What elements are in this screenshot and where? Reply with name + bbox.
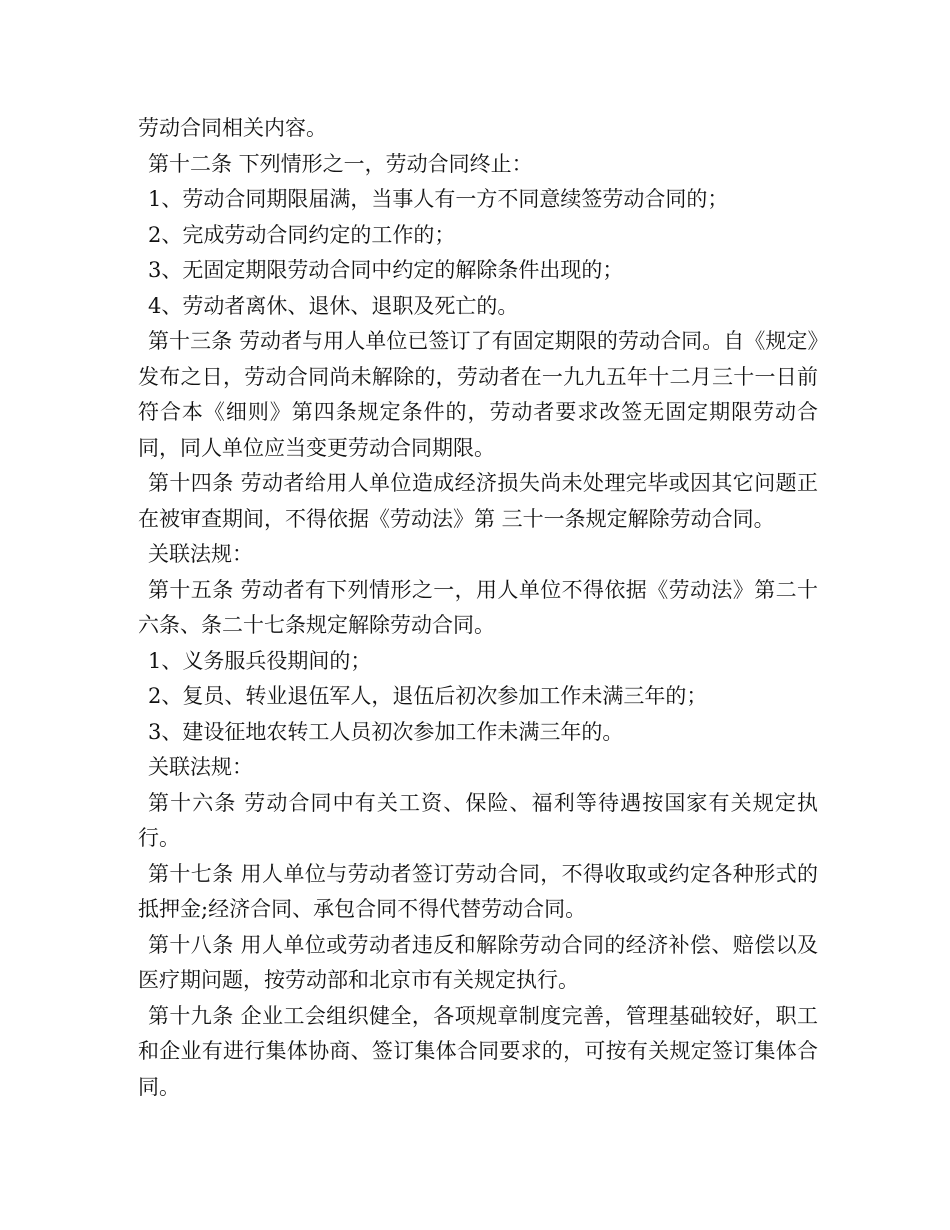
related-regulations-label: 关联法规： [148, 542, 253, 566]
list-item: 2、复员、转业退伍军人，退伍后初次参加工作未满三年的； [148, 684, 708, 708]
list-item: 4、劳动者离休、退休、退职及死亡的。 [148, 293, 519, 318]
paragraph-article-13: 第十三条 劳动者与用人单位已签订了有固定期限的劳动合同。自《规定》发布之日，劳动合同尚未解除的，劳动者在一九九五年十二月三十一日前符合本《细则》第四条规定条件的，劳动者要求改签无固定期限劳动合同，同人单位应当变更劳动合同期限。 [138, 329, 818, 460]
paragraph-article-16: 第十六条 劳动合同中有关工资、保险、福利等待遇按国家有关规定执行。 [138, 790, 818, 850]
paragraph-article-15: 第十五条 劳动者有下列情形之一，用人单位不得依据《劳动法》第二十六条、条二十七条规定解除劳动合同。 [138, 577, 818, 637]
paragraph-article-18: 第十八条 用人单位或劳动者违反和解除劳动合同的经济补偿、赔偿以及医疗期问题，按劳动部和北京市有关规定执行。 [138, 932, 818, 992]
list-item: 3、无固定期限劳动合同中约定的解除条件出现的； [148, 258, 624, 282]
list-item: 3、建设征地农转工人员初次参加工作未满三年的。 [148, 719, 624, 744]
list-item: 2、完成劳动合同约定的工作的； [148, 222, 456, 247]
paragraph-article-17: 第十七条 用人单位与劳动者签订劳动合同，不得收取或约定各种形式的抵押金;经济合同、承包合同不得代替劳动合同。 [138, 861, 818, 921]
paragraph-article-19: 第十九条 企业工会组织健全，各项规章制度完善，管理基础较好，职工和企业有进行集体协商、签订集体合同要求的，可按有关规定签订集体合同。 [138, 1003, 818, 1099]
list-item: 1、义务服兵役期间的； [148, 648, 372, 673]
document-body [138, 111, 818, 1105]
paragraph-intro: 劳动合同相关内容。 [138, 116, 327, 140]
related-regulations-label: 关联法规： [148, 755, 253, 779]
paragraph-article-14: 第十四条 劳动者给用人单位造成经济损失尚未处理完毕或因其它问题正在被审查期间，不得依据《劳动法》第 三十一条规定解除劳动合同。 [138, 471, 818, 531]
list-item: 1、劳动合同期限届满，当事人有一方不同意续签劳动合同的； [148, 187, 729, 211]
paragraph-article-12: 第十二条 下列情形之一，劳动合同终止： [148, 151, 533, 176]
